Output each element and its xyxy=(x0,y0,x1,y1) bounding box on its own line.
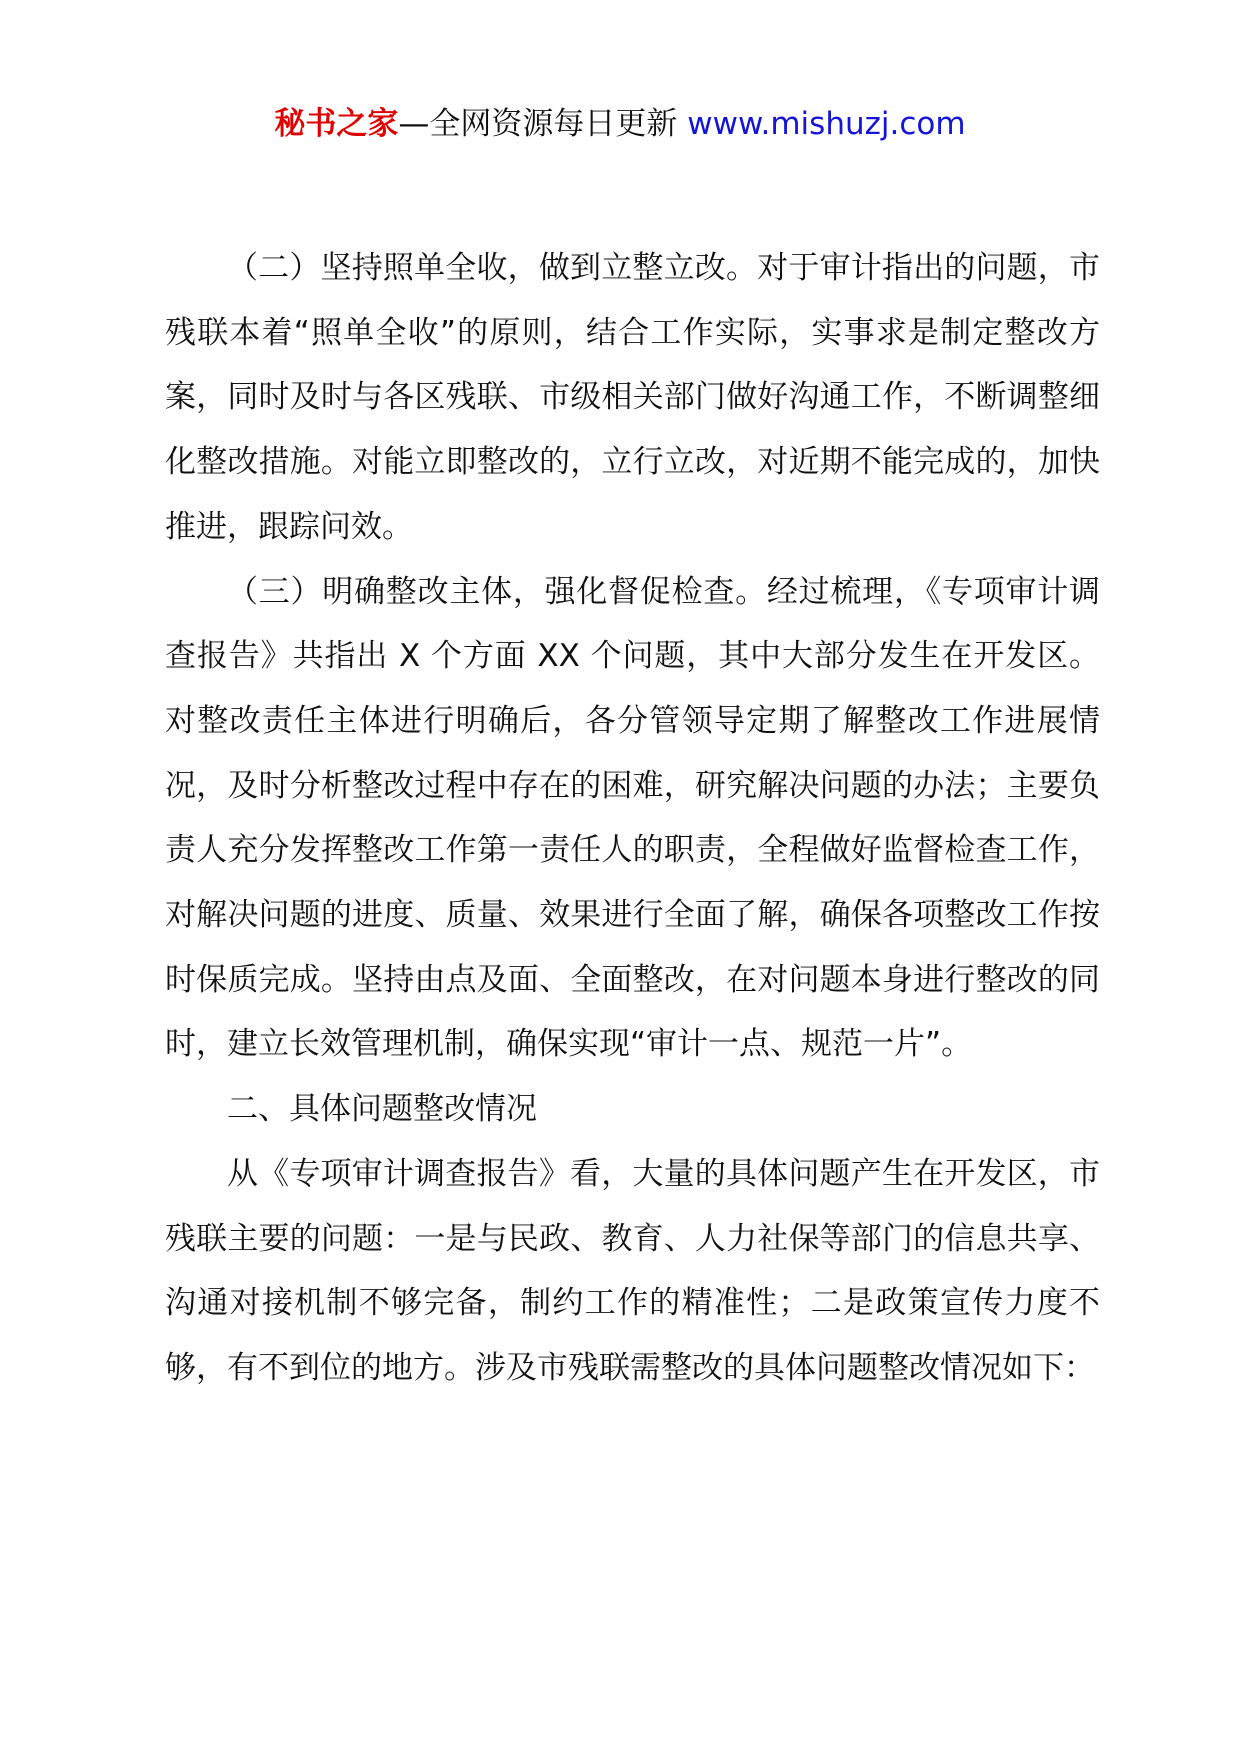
document-body xyxy=(165,236,1100,1401)
header-tagline: —全网资源每日更新 xyxy=(398,106,688,142)
paragraph-specific-issues: 从《专项审计调查报告》看，大量的具体问题产生在开发区，市残联主要的问题：一是与民政、教育、人力社保等部门的信息共享、沟通对接机制不够完备，制约工作的精准性；二是政策宣传力度不够，有不到位的地方。涉及市残联需整改的具体问题整改情况如下： xyxy=(165,1155,1100,1386)
brand-name: 秘书之家 xyxy=(274,106,399,142)
site-header xyxy=(0,100,1240,148)
site-url-link[interactable]: www.mishuzj.com xyxy=(687,106,966,142)
paragraph-rectification-commitment: （二）坚持照单全收，做到立整立改。对于审计指出的问题，市残联本着“照单全收”的原则，结合工作实际，实事求是制定整改方案，同时及时与各区残联、市级相关部门做好沟通工作，不断调整细化整改措施。对能立即整改的，立行立改，对近期不能完成的，加快推进，跟踪问效。 xyxy=(165,250,1100,545)
section-heading-specific-issues: 二、具体问题整改情况 xyxy=(227,1091,537,1128)
paragraph-rectification-subject: （三）明确整改主体，强化督促检查。经过梳理，《专项审计调查报告》共指出 X 个方面 XX 个问题，其中大部分发生在开发区。对整改责任主体进行明确后，各分管领导定期了解整改工作进展情况，及时分析整改过程中存在的困难，研究解决问题的办法；主要负责人充分发挥整改工作第一责任人的职责，全程做好监督检查工作，对解决问题的进度、质量、效果进行全面了解，确保各项整改工作按时保质完成。坚持由点及面、全面整改，在对问题本身进行整改的同时，建立长效管理机制，确保实现“审计一点、规范一片”。 xyxy=(165,573,1100,1063)
